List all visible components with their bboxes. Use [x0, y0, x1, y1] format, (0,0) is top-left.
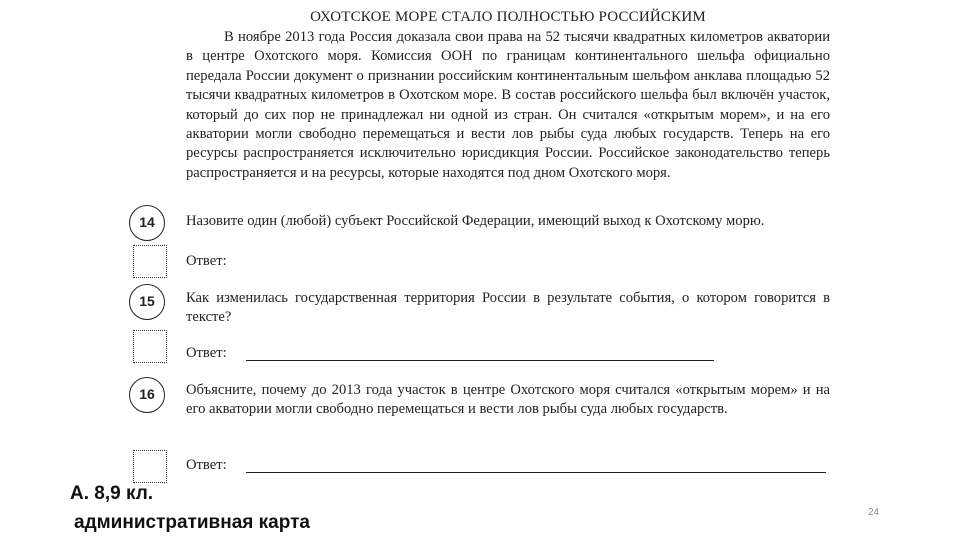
page-number: 24 — [868, 507, 880, 518]
answer-line[interactable] — [246, 360, 714, 361]
answer-label: Ответ: — [186, 345, 227, 361]
question-number-badge: 15 — [129, 284, 165, 320]
answer-box[interactable] — [133, 450, 167, 483]
question-number-badge: 16 — [129, 377, 165, 413]
topic-caption: административная карта — [74, 512, 310, 533]
question-number-badge: 14 — [129, 205, 165, 241]
grade-caption: А. 8,9 кл. — [70, 483, 154, 504]
question-text: Назовите один (любой) субъект Российской Федерации, имеющий выход к Охотскому морю. — [186, 213, 765, 229]
intro-paragraph: В ноябре 2013 года Россия доказала свои права на 52 тысячи квадратных километров акватории в центре Охотского моря. Комиссия ООН по границам континентального шельфа официально передала России документ о признании российским континентальным шельфом анклава площадью 52 тысячи квадратных километров в Охотском море. В состав российского шельфа был включён участок, который до сих пор не принадлежал ни одной из стран. Он считался «открытым морем», и на его акватории могли свободно перемещаться и вести лов рыбы суда любых государств. Теперь на его ресурсы распространяется исключительно юрисдикция России. Российское законодательство теперь распространяется и на ресурсы, которые находятся под дном Охотского моря. — [186, 29, 830, 181]
document-title: ОХОТСКОЕ МОРЕ СТАЛО ПОЛНОСТЬЮ РОССИЙСКИМ — [310, 9, 706, 25]
answer-label: Ответ: — [186, 457, 227, 473]
answer-box[interactable] — [133, 245, 167, 278]
answer-box[interactable] — [133, 330, 167, 363]
question-text: Объясните, почему до 2013 года участок в центре Охотского моря считался «открытым морем» и на его акватории могли свободно перемещаться и вести лов рыбы суда любых государств. — [186, 382, 830, 418]
question-text: Как изменилась государственная территория России в результате события, о котором говорится в тексте? — [186, 290, 830, 326]
answer-label: Ответ: — [186, 253, 227, 269]
answer-line[interactable] — [246, 472, 826, 473]
